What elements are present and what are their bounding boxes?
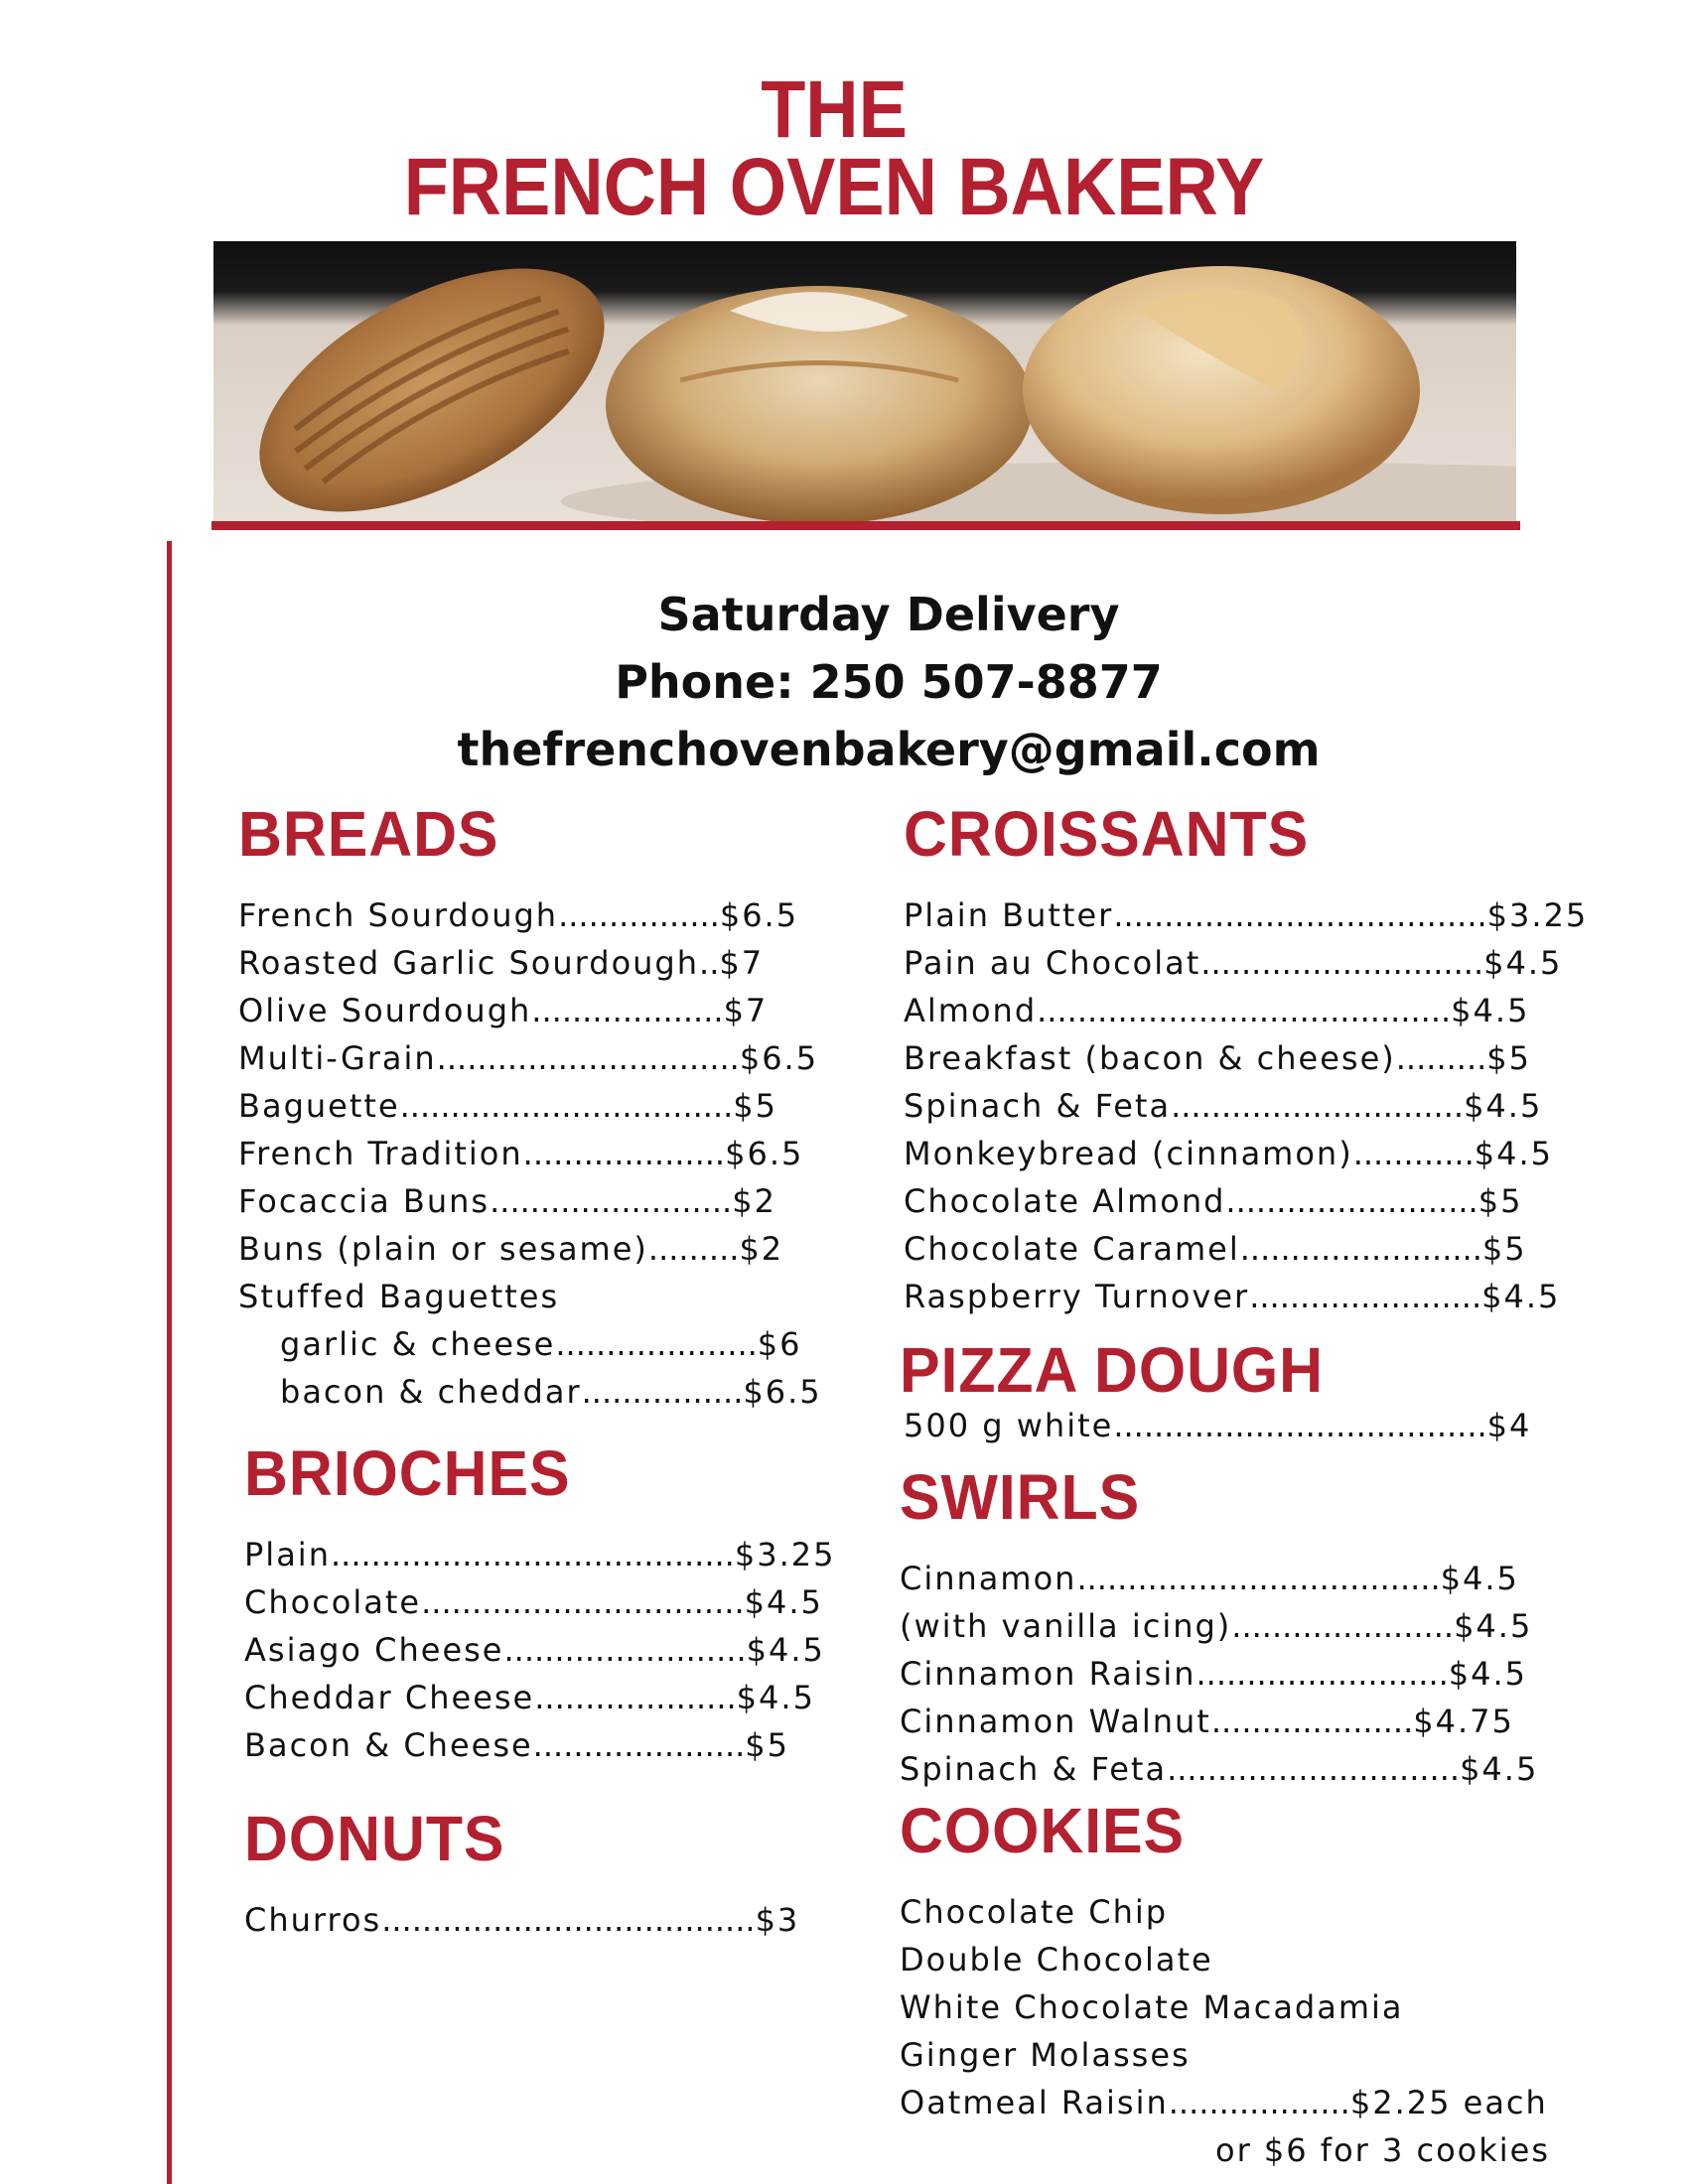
- list-item: Baguette.................................$5: [238, 1087, 778, 1125]
- list-item: French Sourdough................$6.5: [238, 896, 799, 934]
- list-item: Olive Sourdough...................$7: [238, 992, 769, 1029]
- list-item: Spinach & Feta.............................$4.5: [904, 1087, 1543, 1125]
- list-item: Ginger Molasses: [900, 2036, 1191, 2074]
- list-item: Focaccia Buns........................$2: [238, 1182, 776, 1220]
- list-item: Cheddar Cheese....................$4.5: [244, 1679, 815, 1716]
- list-item: 500 g white.....................................$4: [904, 1407, 1532, 1444]
- cookies-list: [900, 1888, 1550, 2174]
- pizza-dough-heading: PIZZA DOUGH: [900, 1334, 1325, 1406]
- donuts-heading: DONUTS: [244, 1803, 505, 1874]
- list-item: Double Chocolate: [900, 1941, 1213, 1979]
- brioches-list: [244, 1531, 835, 1769]
- cookies-bulk-price-note: or $6 for 3 cookies: [1215, 2131, 1551, 2169]
- list-item: Spinach & Feta.............................$4.5: [900, 1750, 1539, 1788]
- title-line-2: FRENCH OVEN BAKERY: [403, 142, 1265, 232]
- cookies-heading: COOKIES: [900, 1795, 1186, 1866]
- delivery-day: Saturday Delivery: [657, 588, 1120, 641]
- list-item: Cinnamon....................................$4.5: [900, 1560, 1519, 1597]
- list-item: Chocolate Almond.........................$5: [904, 1182, 1523, 1220]
- list-item: Stuffed Baguettes: [238, 1278, 560, 1315]
- email-address[interactable]: thefrenchovenbakery@gmail.com: [457, 723, 1321, 776]
- list-item: Chocolate Caramel........................$5: [904, 1230, 1527, 1268]
- list-item: Churros.....................................$3: [244, 1901, 800, 1939]
- list-item: Almond.........................................$4.5: [904, 992, 1530, 1029]
- list-item: Cinnamon Walnut....................$4.75: [900, 1703, 1514, 1740]
- list-item: Bacon & Cheese.....................$5: [244, 1726, 789, 1764]
- list-item: White Chocolate Macadamia: [900, 1988, 1404, 2026]
- donuts-list: [244, 1896, 799, 1944]
- list-item: Pain au Chocolat............................$4.5: [904, 944, 1563, 982]
- list-item: Chocolate Chip: [900, 1893, 1169, 1931]
- breads-list: [238, 891, 822, 1416]
- list-item: Buns (plain or sesame).........$2: [238, 1230, 784, 1268]
- title-line-1: THE: [761, 65, 908, 155]
- list-item: Monkeybread (cinnamon)............$4.5: [904, 1135, 1553, 1172]
- bread-loaves-icon: [213, 241, 1516, 521]
- hero-underline: [211, 521, 1520, 530]
- list-item: Chocolate................................$4.5: [244, 1583, 823, 1621]
- brioches-heading: BRIOCHES: [244, 1437, 571, 1509]
- list-item: Plain Butter.....................................$3.25: [904, 896, 1589, 934]
- list-item: Raspberry Turnover.......................$4.5: [904, 1278, 1561, 1315]
- bread-loaves-photo: [213, 241, 1516, 521]
- phone-number: Phone: 250 507-8877: [615, 655, 1163, 709]
- breads-heading: BREADS: [238, 798, 499, 870]
- list-item: Cinnamon Raisin.........................$4.5: [900, 1655, 1528, 1693]
- croissants-list: [904, 891, 1588, 1320]
- list-item: bacon & cheddar................$6.5: [280, 1373, 822, 1411]
- croissants-heading: CROISSANTS: [904, 798, 1310, 870]
- swirls-heading: SWIRLS: [900, 1461, 1141, 1533]
- list-item: Asiago Cheese........................$4.5: [244, 1631, 825, 1669]
- list-item: garlic & cheese....................$6: [280, 1325, 802, 1363]
- list-item: Breakfast (bacon & cheese).........$5: [904, 1039, 1532, 1077]
- list-item: Oatmeal Raisin..................$2.25 each: [900, 2084, 1548, 2121]
- list-item: (with vanilla icing)......................$4.5: [900, 1607, 1533, 1645]
- list-item: Roasted Garlic Sourdough..$7: [238, 944, 765, 982]
- swirls-list: [900, 1555, 1538, 1793]
- pizza-dough-list: [904, 1402, 1531, 1449]
- list-item: Multi-Grain..............................$6.5: [238, 1039, 819, 1077]
- left-vertical-rule: [167, 541, 172, 2184]
- list-item: Plain........................................$3.25: [244, 1536, 836, 1573]
- list-item: French Tradition....................$6.5: [238, 1135, 804, 1172]
